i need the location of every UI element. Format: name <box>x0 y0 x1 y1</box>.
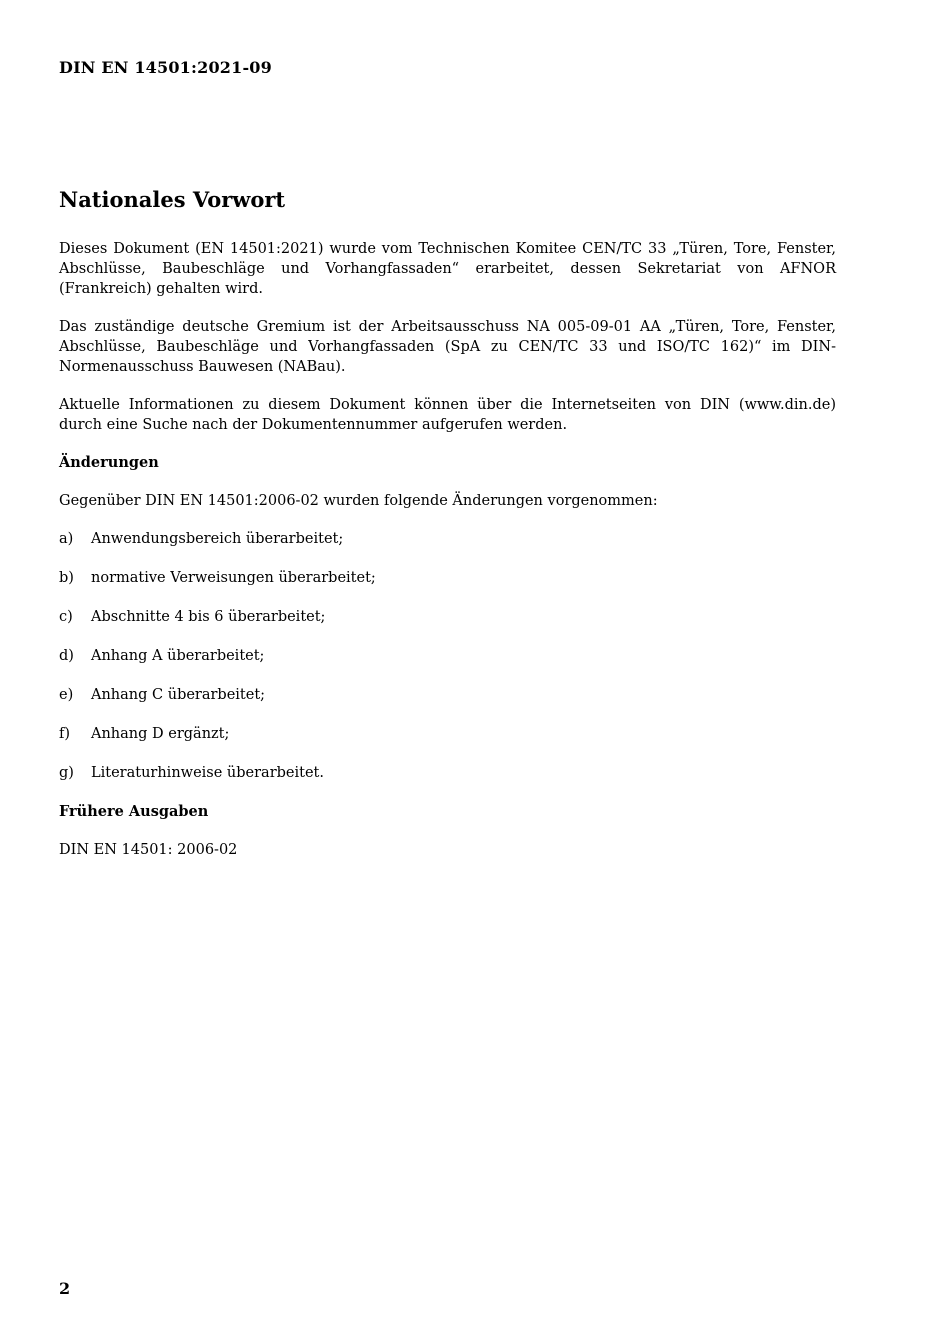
paragraph-national-body: Das zuständige deutsche Gremium ist der Arbeitsausschuss NA 005-09-01 AA „Türen, Tore, Fenster, Abschlüsse, Baubeschläge und Vorhangfassaden (SpA zu CEN/TC 33 und ISO/TC 162)“ im DIN-Normenausschuss Bauwesen (NABau). <box>59 319 836 375</box>
previous-editions-heading: Frühere Ausgaben <box>59 803 209 820</box>
changes-heading: Änderungen <box>59 454 159 471</box>
list-item <box>59 646 836 666</box>
list-item-marker: e) <box>59 687 74 703</box>
list-item-text: Anwendungsbereich überarbeitet; <box>91 531 344 547</box>
list-item <box>59 763 836 783</box>
list-item-marker: b) <box>59 570 74 586</box>
list-item-marker: c) <box>59 609 73 625</box>
document-id-header: DIN EN 14501:2021-09 <box>59 58 272 77</box>
list-item-text: Anhang A überarbeitet; <box>91 648 265 664</box>
list-item-marker: f) <box>59 726 71 742</box>
section-content <box>59 239 836 878</box>
page-number: 2 <box>59 1279 71 1298</box>
list-item <box>59 568 836 588</box>
paragraph-information: Aktuelle Informationen zu diesem Dokument können über die Internetseiten von DIN (www.din.de) durch eine Suche nach der Dokumentennummer aufgerufen werden. <box>59 397 836 433</box>
list-item-text: Literaturhinweise überarbeitet. <box>91 765 324 781</box>
list-item-marker: d) <box>59 648 74 664</box>
list-item-text: Anhang D ergänzt; <box>91 726 230 742</box>
section-title: Nationales Vorwort <box>59 187 286 212</box>
list-item <box>59 724 836 744</box>
changes-list <box>59 529 836 783</box>
previous-editions-text: DIN EN 14501: 2006-02 <box>59 842 238 858</box>
list-item <box>59 685 836 705</box>
paragraph-committee: Dieses Dokument (EN 14501:2021) wurde vom Technischen Komitee CEN/TC 33 „Türen, Tore, Fenster, Abschlüsse, Baubeschläge und Vorhangfassaden“ erarbeitet, dessen Sekretariat von AFNOR (Frankreich) gehalten wird. <box>59 241 836 297</box>
list-item-marker: g) <box>59 765 74 781</box>
list-item-text: Abschnitte 4 bis 6 überarbeitet; <box>91 609 326 625</box>
changes-intro: Gegenüber DIN EN 14501:2006-02 wurden folgende Änderungen vorgenommen: <box>59 493 658 509</box>
list-item-marker: a) <box>59 531 74 547</box>
list-item-text: normative Verweisungen überarbeitet; <box>91 570 376 586</box>
list-item <box>59 607 836 627</box>
list-item-text: Anhang C überarbeitet; <box>91 687 266 703</box>
list-item <box>59 529 836 549</box>
